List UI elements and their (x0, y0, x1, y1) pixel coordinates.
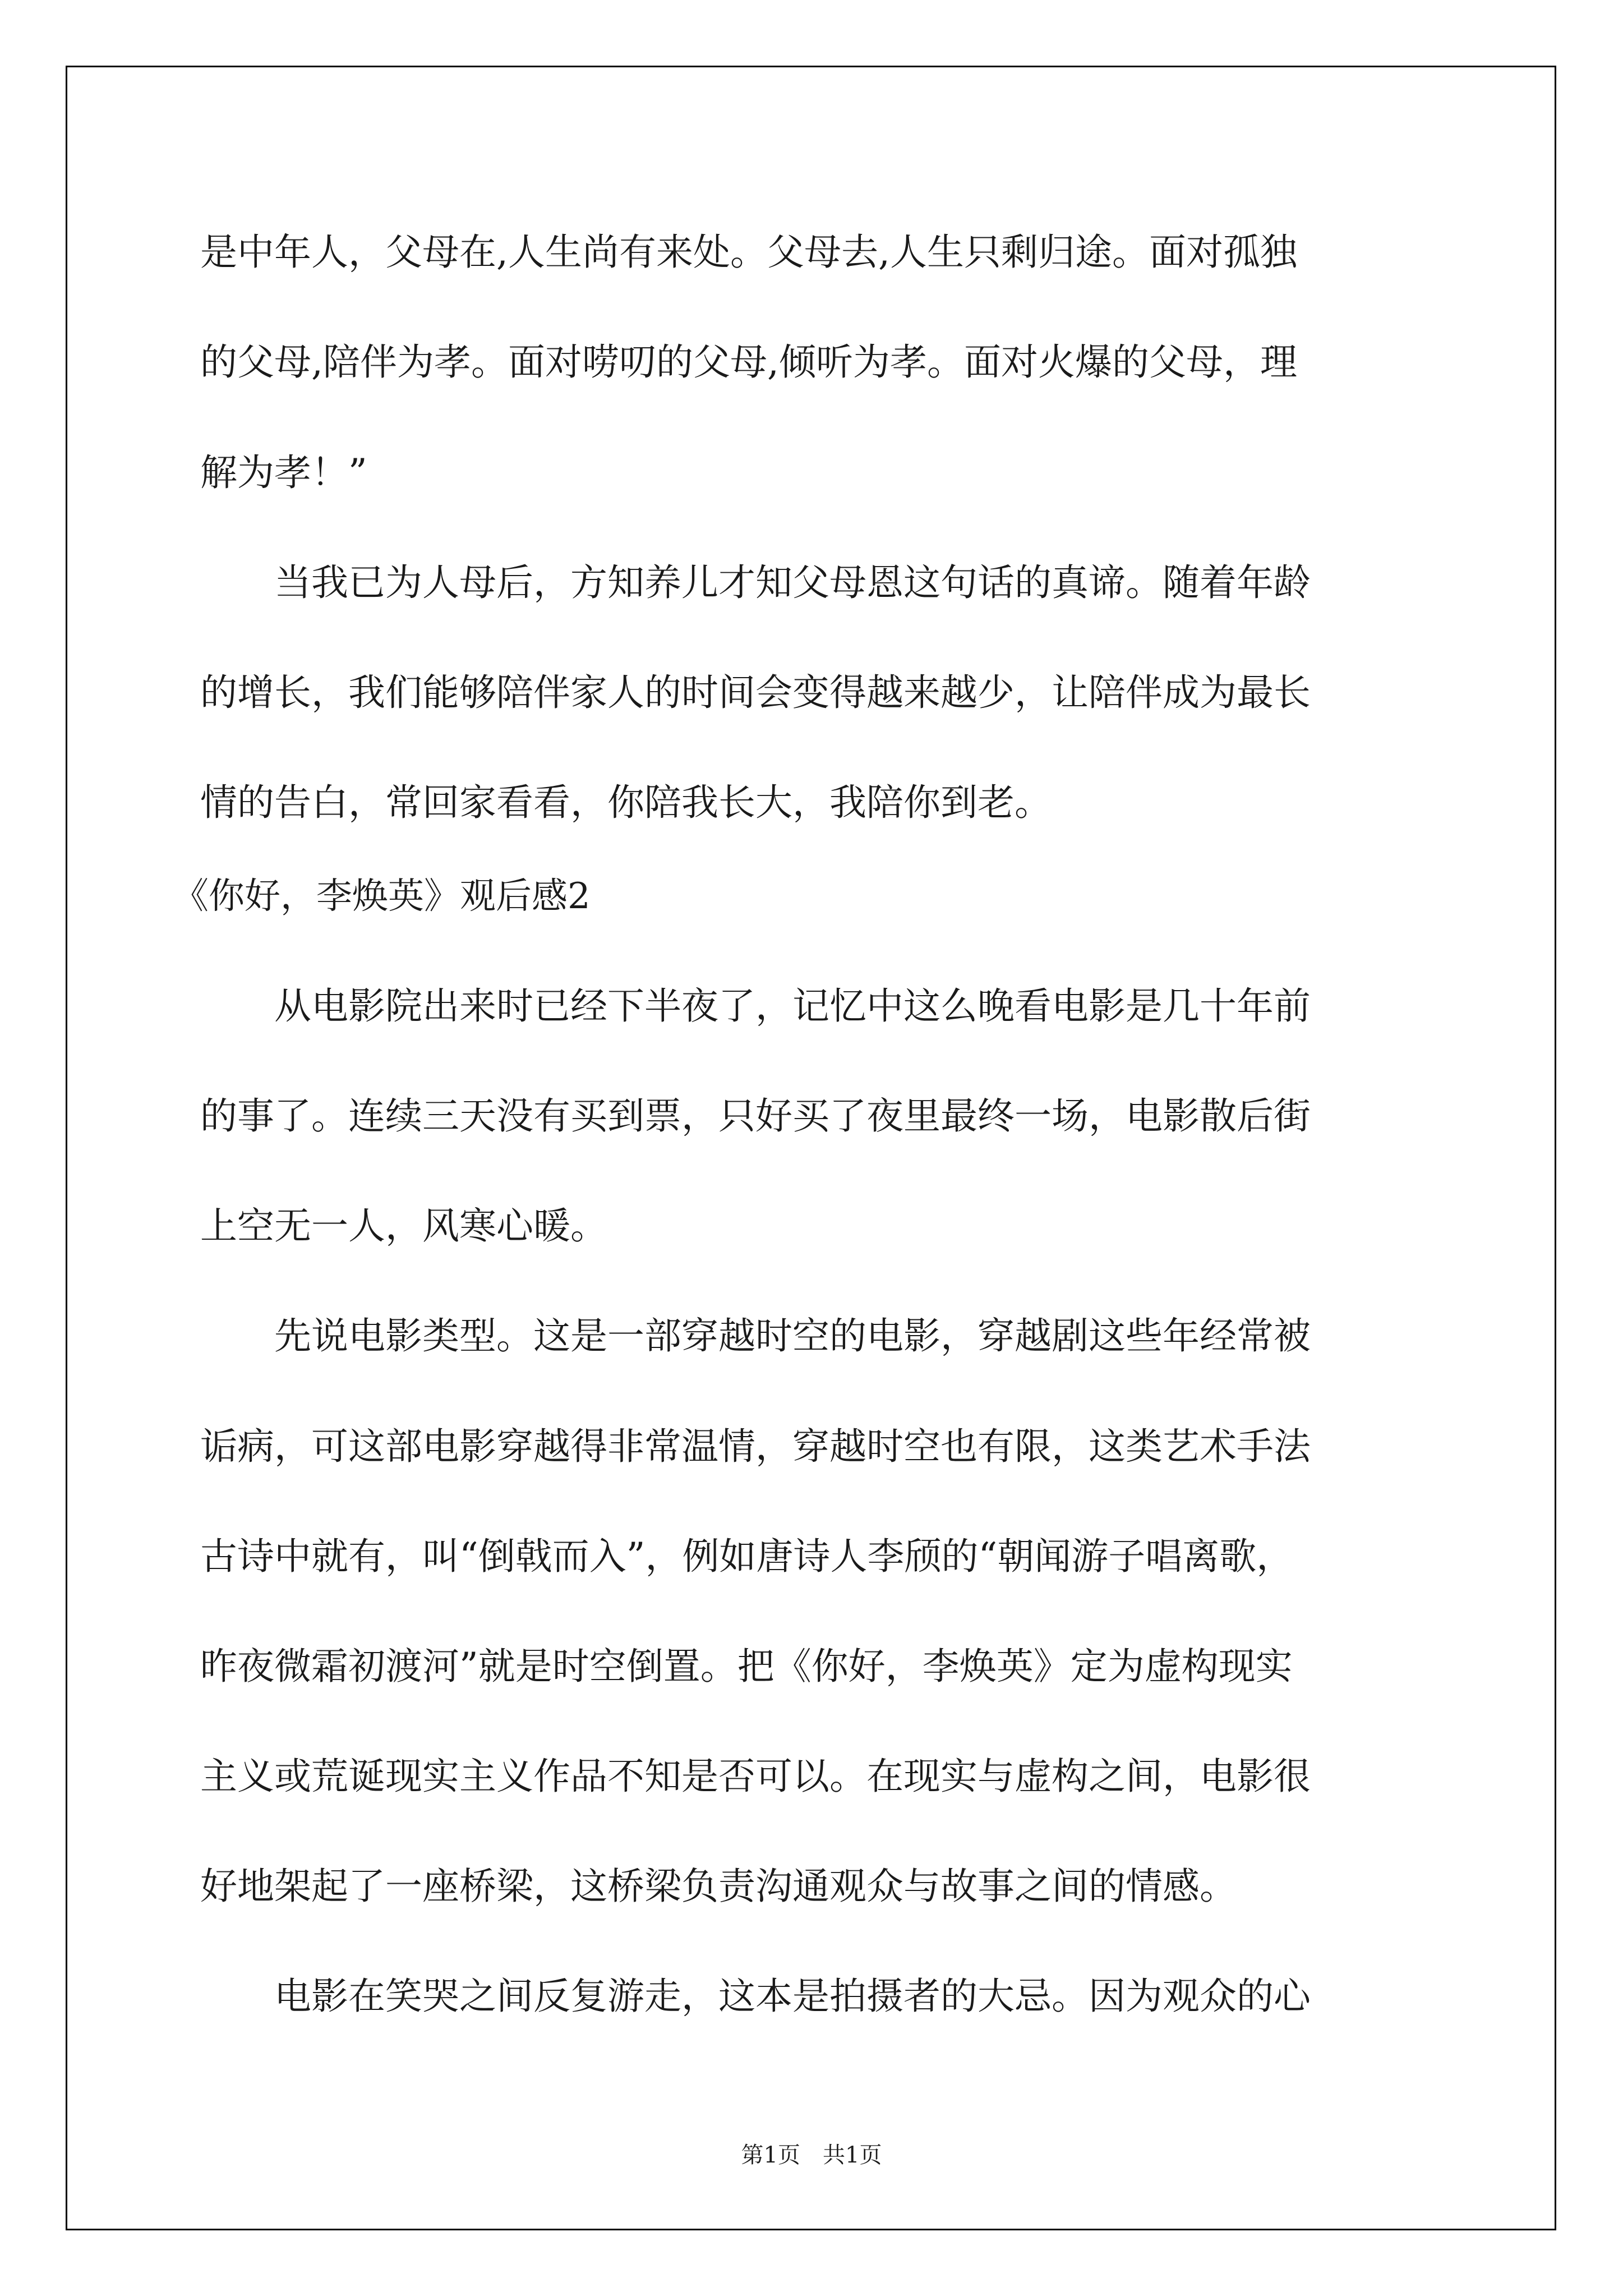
text-line: 古诗中就有，叫“倒戟而入”，例如唐诗人李颀的“朝闻游子唱离歌， (200, 1535, 1294, 1578)
text-line: 的增长，我们能够陪伴家人的时间会变得越来越少，让陪伴成为最长 (200, 671, 1311, 714)
text-line: 从电影院出来时已经下半夜了，记忆中这么晚看电影是几十年前 (200, 984, 1311, 1028)
text-line: 解为孝！” (200, 451, 367, 494)
text-line: 好地架起了一座桥梁，这桥梁负责沟通观众与故事之间的情感。 (200, 1865, 1237, 1908)
text-line: 当我已为人母后，方知养儿才知父母恩这句话的真谛。随着年龄 (200, 561, 1311, 604)
text-line: 情的告白，常回家看看，你陪我长大，我陪你到老。 (200, 781, 1052, 824)
text-line: 电影在笑哭之间反复游走，这本是拍摄者的大忌。因为观众的心 (200, 1975, 1311, 2018)
text-line: 是中年人，父母在,人生尚有来处。父母去,人生只剩归途。面对孤独 (200, 231, 1297, 274)
text-line: 昨夜微霜初渡河”就是时空倒置。把《你好，李焕英》定为虚构现实 (200, 1645, 1293, 1688)
text-line: 诟病，可这部电影穿越得非常温情，穿越时空也有限，这类艺术手法 (200, 1425, 1311, 1468)
text-line: 的事了。连续三天没有买到票，只好买了夜里最终一场，电影散后街 (200, 1094, 1311, 1138)
text-line: 先说电影类型。这是一部穿越时空的电影，穿越剧这些年经常被 (200, 1314, 1311, 1358)
text-line: 主义或荒诞现实主义作品不知是否可以。在现实与虚构之间，电影很 (200, 1755, 1311, 1798)
section-heading: 《你好，李焕英》观后感2 (173, 876, 591, 917)
page-number: 第1页 共1页 (741, 2142, 882, 2168)
text-line: 上空无一人，风寒心暖。 (200, 1204, 607, 1248)
text-line: 的父母,陪伴为孝。面对唠叨的父母,倾听为孝。面对火爆的父母，理 (200, 341, 1297, 384)
